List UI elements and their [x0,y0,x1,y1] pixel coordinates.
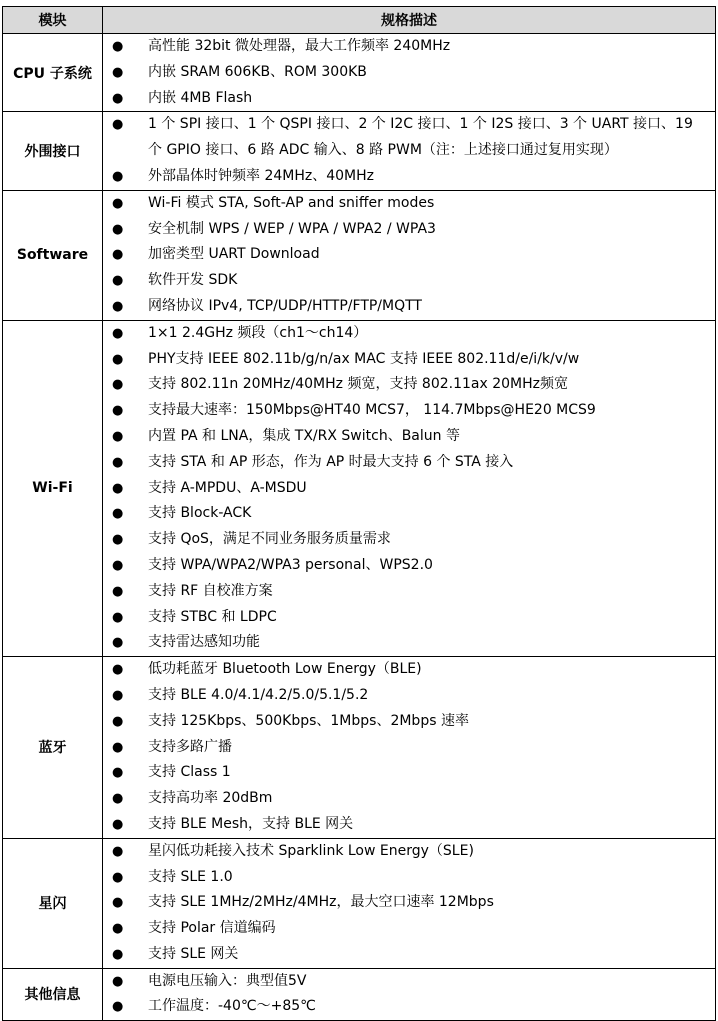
module-description [103,190,716,320]
bullet-icon: ● [112,377,124,393]
list-item-text: 支持 QoS，满足不同业务服务质量需求 [148,531,391,548]
bullet-icon: ● [112,168,124,184]
bullet-icon: ● [112,506,124,522]
list-item [103,217,715,243]
spec-list [103,112,715,189]
table-row [3,320,716,656]
bullet-icon: ● [112,454,124,470]
list-item-text: 支持 SLE 网关 [148,945,239,962]
list-item [103,735,715,761]
bullet-icon: ● [112,713,124,729]
list-item [103,942,715,968]
list-item [103,424,715,450]
bullet-icon: ● [112,480,124,496]
bullet-icon: ● [112,403,124,419]
table-body [3,34,716,1021]
module-description [103,657,716,839]
bullet-icon: ● [112,765,124,781]
spec-list [103,969,715,1021]
bullet-icon: ● [112,117,124,133]
list-item-text: 支持 BLE 4.0/4.1/4.2/5.0/5.1/5.2 [148,686,369,703]
list-item [103,527,715,553]
header-module: 模块 [3,7,103,34]
table-row [3,112,716,190]
bullet-icon: ● [112,973,124,989]
spec-list [103,321,715,656]
list-item-text: 支持 BLE Mesh，支持 BLE 网关 [148,815,354,832]
bullet-icon: ● [112,557,124,573]
table-row [3,657,716,839]
bullet-icon: ● [112,921,124,937]
module-name: 外围接口 [3,112,103,190]
list-item [103,268,715,294]
list-item [103,683,715,709]
module-name: CPU 子系统 [3,34,103,112]
list-item-text: 支持 STA 和 AP 形态，作为 AP 时最大支持 6 个 STA 接入 [148,453,514,470]
list-item-text: 支持 RF 自校准方案 [148,582,273,599]
list-item [103,86,715,112]
list-item-text: 工作温度：-40℃～+85℃ [148,998,316,1015]
list-item [103,630,715,656]
list-item [103,553,715,579]
list-item-text: 支持高功率 20dBm [148,790,273,807]
list-item [103,372,715,398]
list-item [103,839,715,865]
list-item-text: 支持 Block-ACK [148,505,252,522]
list-item [103,994,715,1020]
module-name: 星闪 [3,838,103,968]
list-item-text: 电源电压输入：典型值5V [148,972,307,989]
module-description [103,320,716,656]
list-item [103,890,715,916]
module-description [103,838,716,968]
bullet-icon: ● [112,532,124,548]
list-item-text: 外部晶体时钟频率 24MHz、40MHz [148,167,374,184]
list-item [103,242,715,268]
list-item [103,916,715,942]
bullet-icon: ● [112,895,124,911]
list-item [103,476,715,502]
list-item-text: PHY支持 IEEE 802.11b/g/n/ax MAC 支持 IEEE 802.11d/e/i/k/v/w [148,350,580,367]
list-item [103,34,715,60]
bullet-icon: ● [112,221,124,237]
list-item-text: 支持雷达感知功能 [148,634,260,651]
table-row [3,838,716,968]
list-item [103,191,715,217]
bullet-icon: ● [112,946,124,962]
module-name: 其他信息 [3,968,103,1021]
bullet-icon: ● [112,298,124,314]
list-item [103,347,715,373]
list-item [103,60,715,86]
bullet-icon: ● [112,609,124,625]
list-item [103,865,715,891]
list-item [103,321,715,347]
bullet-icon: ● [112,739,124,755]
module-name: Software [3,190,103,320]
list-item-text: 支持 WPA/WPA2/WPA3 personal、WPS2.0 [148,556,433,573]
list-item [103,501,715,527]
list-item-text: 1×1 2.4GHz 频段（ch1～ch14） [148,324,368,341]
spec-list [103,839,715,968]
header-description: 规格描述 [103,7,716,34]
list-item [103,657,715,683]
bullet-icon: ● [112,428,124,444]
list-item [103,164,715,190]
list-item-text: 支持 SLE 1MHz/2MHz/4MHz，最大空口速率 12Mbps [148,894,494,911]
bullet-icon: ● [112,635,124,651]
bullet-icon: ● [112,843,124,859]
spec-table [2,6,716,1021]
module-name: Wi-Fi [3,320,103,656]
bullet-icon: ● [112,816,124,832]
table-row [3,190,716,320]
list-item-text: 软件开发 SDK [148,272,238,289]
bullet-icon: ● [112,583,124,599]
list-item-text: 支持 802.11n 20MHz/40MHz 频宽，支持 802.11ax 20MHz频宽 [148,376,568,393]
module-description [103,968,716,1021]
list-item-text: 加密类型 UART Download [148,246,320,263]
list-item [103,709,715,735]
list-item-text: 星闪低功耗接入技术 Sparklink Low Energy（SLE) [148,842,474,859]
bullet-icon: ● [112,90,124,106]
list-item-text: 支持 Class 1 [148,764,231,781]
bullet-icon: ● [112,999,124,1015]
table-header-row [3,7,716,34]
list-item-text: 内嵌 SRAM 606KB、ROM 300KB [148,63,367,80]
bullet-icon: ● [112,791,124,807]
bullet-icon: ● [112,687,124,703]
list-item-text: 支持 Polar 信道编码 [148,920,276,937]
spec-list [103,657,715,838]
list-item-text: 内嵌 4MB Flash [148,89,253,106]
list-item-text: 支持 STBC 和 LDPC [148,608,277,625]
bullet-icon: ● [112,662,124,678]
table-row [3,34,716,112]
list-item-text: 低功耗蓝牙 Bluetooth Low Energy（BLE) [148,661,422,678]
list-item [103,969,715,995]
bullet-icon: ● [112,247,124,263]
bullet-icon: ● [112,64,124,80]
list-item-text: 支持 A-MPDU、A-MSDU [148,479,307,496]
module-description [103,112,716,190]
list-item [103,812,715,838]
bullet-icon: ● [112,195,124,211]
bullet-icon: ● [112,869,124,885]
list-item-text: 高性能 32bit 微处理器，最大工作频率 240MHz [148,38,451,54]
list-item-text: 支持最大速率：150Mbps@HT40 MCS7， 114.7Mbps@HE20 MCS9 [148,402,596,419]
list-item [103,450,715,476]
spec-list [103,34,715,111]
bullet-icon: ● [112,39,124,54]
bullet-icon: ● [112,273,124,289]
list-item-text: 安全机制 WPS / WEP / WPA / WPA2 / WPA3 [148,220,436,237]
list-item-text: 内置 PA 和 LNA，集成 TX/RX Switch、Balun 等 [148,427,460,444]
list-item [103,760,715,786]
list-item [103,398,715,424]
list-item [103,579,715,605]
list-item [103,605,715,631]
list-item-text: 支持 125Kbps、500Kbps、1Mbps、2Mbps 速率 [148,712,469,729]
bullet-icon: ● [112,351,124,367]
list-item-text: 网络协议 IPv4, TCP/UDP/HTTP/FTP/MQTT [148,297,422,314]
list-item [103,294,715,320]
spec-list [103,191,715,320]
list-item-text: 1 个 SPI 接口、1 个 QSPI 接口、2 个 I2C 接口、1 个 I2S 接口、3 个 UART 接口、19 个 GPIO 接口、6 路 ADC 输入、8 路 PWM（注：上述接口通过复用实现） [148,116,693,159]
list-item [103,112,715,164]
list-item-text: 支持 SLE 1.0 [148,868,233,885]
list-item-text: Wi-Fi 模式 STA, Soft-AP and sniffer modes [148,194,435,211]
module-description [103,34,716,112]
list-item [103,786,715,812]
list-item-text: 支持多路广播 [148,738,232,755]
bullet-icon: ● [112,325,124,341]
table-row [3,968,716,1021]
module-name: 蓝牙 [3,657,103,839]
